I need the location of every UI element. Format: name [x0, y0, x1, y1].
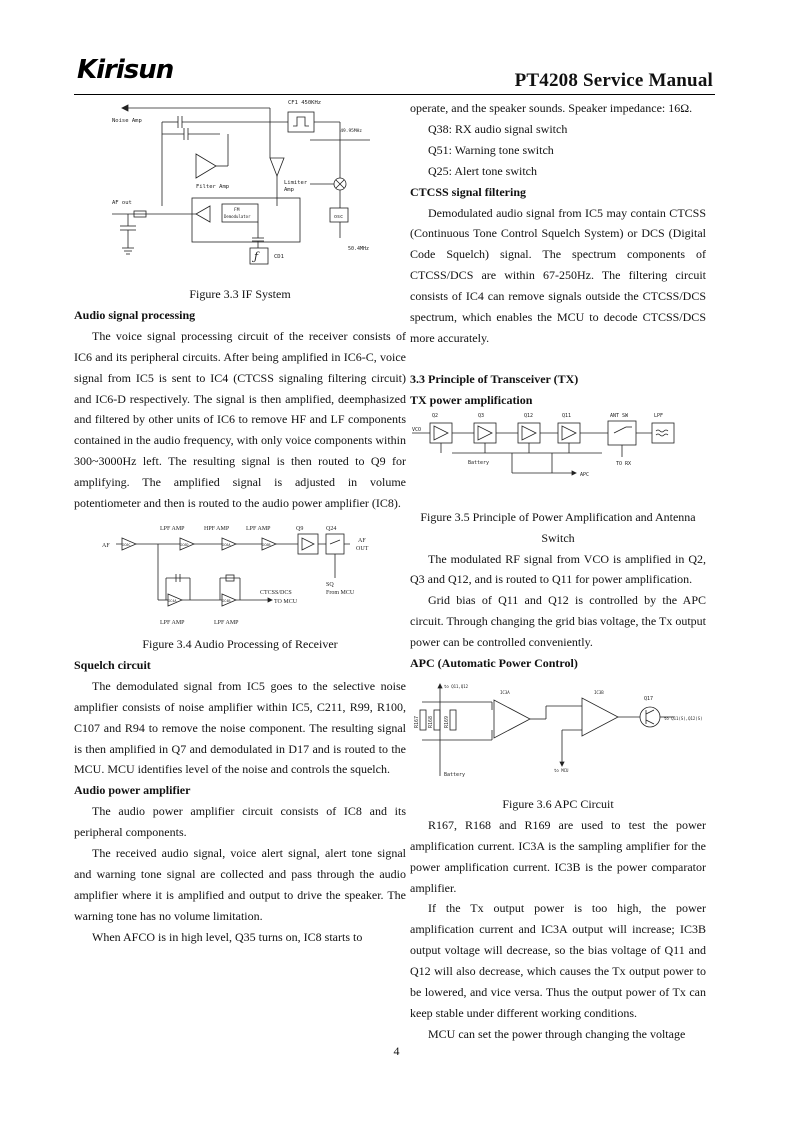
label-ic6d: IC6D [180, 542, 189, 547]
label-battery: Battery [468, 459, 490, 466]
section-3-3-title: 3.3 Principle of Transceiver (TX) [410, 371, 579, 386]
label-ic4b: IC4B [222, 598, 231, 603]
label-q17: Q17 [644, 695, 654, 702]
label-from-mcu: From MCU [326, 589, 355, 596]
label-lpf: LPF [654, 412, 664, 419]
label-q9: Q9 [296, 525, 304, 532]
figure-3-3-caption: Figure 3.3 IF System [189, 287, 291, 301]
page-number: 4 [393, 1044, 400, 1058]
audio-processing-body: The voice signal processing circuit of the receiver consists of IC6 and its peripheral circuits. After being amplified in IC6-C, voice signal from IC5 is sent to IC4 (CTCSS signaling filtering circuit) and IC6-D respectively. The signal is then amplified, deemphasized and filtered by other units of IC6 to remove HF and LF components contained in the audio frequency, with only voice components within 300~3000Hz left. The resulting signal is then routed to Q9 for amplifying. The amplified signal is adjusted in volume potentiometer and then is routed to the audio power amplifier (IC8). [74, 328, 406, 511]
logo-text: Kirisun [77, 55, 174, 85]
label-lpf-amp-4: LPF AMP [214, 619, 239, 626]
figure-3-4-audio-processing-diagram [100, 520, 380, 632]
continued-text: operate, and the speaker sounds. Speaker impedance: 16Ω. [410, 101, 693, 115]
document-title: PT4208 Service Manual [514, 70, 713, 91]
audio-processing-heading: Audio signal processing [74, 307, 196, 322]
label-freq-50: 50.4MHz [348, 246, 370, 252]
label-to-rx: TO RX [616, 460, 632, 467]
left-column [74, 98, 406, 948]
label-to-q11s-q12s: to Q11(S),Q12(S) [664, 715, 703, 721]
audio-power-heading: Audio power amplifier [74, 783, 191, 798]
switch-item-q25: Q25: Alert tone switch [428, 163, 537, 178]
label-af-out: AF out [112, 200, 132, 206]
label-ant-sw: ANT SW [610, 412, 629, 419]
squelch-heading: Squelch circuit [74, 657, 151, 672]
figure-3-4-caption: Figure 3.4 Audio Processing of Receiver [142, 636, 338, 651]
label-af-out-1: AF [358, 537, 366, 544]
label-ic3a: IC3A [500, 689, 510, 695]
right-column [410, 98, 706, 1045]
tx-power-body-2: Grid bias of Q11 and Q12 is controlled by the APC circuit. Through changing the grid bias voltage, the Tx output power can be controlled conveniently. [410, 593, 706, 650]
label-to-mcu-apc: to MCU [554, 767, 569, 773]
label-vco: VCO [412, 426, 422, 433]
label-to-mcu: TO MCU [274, 598, 298, 605]
label-ic6c: IC6C [122, 542, 131, 547]
label-fm: FM [234, 208, 240, 213]
label-noise-amp: Noise Amp [112, 118, 142, 124]
tx-power-body-1: The modulated RF signal from VCO is amplified in Q2, Q3 and Q12, and is routed to Q11 for power amplification. [410, 551, 706, 587]
label-r168: R168 [428, 715, 434, 728]
label-q24: Q24 [326, 525, 337, 532]
ctcss-body: Demodulated audio signal from IC5 may contain CTCSS (Continuous Tone Control Squelch System) or DCS (Digital Code Squelch) signal. The spectrum components of CTCSS/DCS are within 67-250Hz. The filtering circuit consists of IC4 can remove signals outside the CTCSS/DCS spectrum, which enables the MCU to decode CTCSS/DCS more accurately. [410, 205, 706, 345]
label-q12: Q12 [524, 412, 534, 419]
label-lpf-amp-1: LPF AMP [160, 525, 185, 532]
apc-body-1: R167, R168 and R169 are used to test the power amplification current. IC3A is the sampling amplifier for the power amplification current. IC3B is the power comparator amplifier. [410, 817, 706, 895]
label-battery-apc: Battery [444, 771, 466, 778]
label-lpf-amp-2: LPF AMP [246, 525, 271, 532]
label-ic3b: IC3B [594, 689, 604, 695]
label-hpf-amp: HPF AMP [204, 525, 230, 532]
label-ic6b: IC6B [262, 542, 271, 547]
svg-text:ƒ: ƒ [254, 250, 259, 263]
label-af-out-2: OUT [356, 545, 369, 552]
label-ic4a: IC4A [168, 598, 177, 603]
kirisun-logo [75, 52, 175, 86]
apc-body-3: MCU can set the power through changing the voltage [428, 1026, 686, 1041]
audio-power-body-2: The received audio signal, voice alert signal, alert tone signal and warning tone signal are collected and pass through the audio amplifier where it is amplified and output to drive the speaker. The warning tone has no volume limitation. [74, 846, 406, 923]
label-osc: osc [334, 214, 344, 220]
header-rule [74, 94, 715, 95]
label-ctcss-dcs: CTCSS/DCS [260, 589, 292, 596]
label-freq-49: 49.95MHz [340, 129, 362, 134]
label-r169: R169 [444, 715, 450, 728]
label-sq: SQ [326, 581, 334, 588]
figure-3-5-caption-line1: Figure 3.5 Principle of Power Amplification and Antenna [420, 509, 696, 524]
label-q2: Q2 [432, 412, 439, 419]
label-ic6a: IC6A [222, 542, 231, 547]
label-to-q11-q12: to Q11,Q12 [444, 683, 469, 689]
audio-power-body-3: When AFCO is in high level, Q35 turns on, IC8 starts to [92, 929, 363, 944]
switch-item-q51: Q51: Warning tone switch [428, 142, 554, 157]
label-r167: R167 [414, 715, 420, 728]
label-filter-amp: Filter Amp [196, 184, 230, 190]
label-q11: Q11 [562, 412, 572, 419]
label-demodulator: Demodulator [224, 214, 251, 219]
audio-power-body-1: The audio power amplifier circuit consists of IC8 and its peripheral components. [74, 804, 406, 840]
tx-power-heading: TX power amplification [410, 392, 533, 407]
ctcss-heading: CTCSS signal filtering [410, 184, 527, 199]
label-cf1: CF1 450KHz [288, 100, 322, 106]
figure-3-6-caption: Figure 3.6 APC Circuit [502, 796, 614, 811]
apc-body-2: If the Tx output power is too high, the power amplification current and IC3A output will increase; IC3B output voltage will decrease, so the bias voltage of Q11 and Q12 will also decrease, which causes the Tx output power to be lowered, and vice versa. Thus the output power of Tx can keep stable under different working conditions. [410, 901, 706, 1020]
figure-3-5-power-amplification-diagram [412, 411, 704, 489]
label-limiter-amp: Amp [284, 187, 294, 193]
label-q3: Q3 [478, 412, 485, 419]
label-cd1: CD1 [274, 254, 284, 260]
apc-heading: APC (Automatic Power Control) [410, 656, 578, 671]
label-af-in: AF [102, 542, 110, 549]
figure-3-3-if-system-diagram [100, 98, 380, 284]
squelch-body: The demodulated signal from IC5 goes to the selective noise amplifier consists of noise amplifier within IC5, C211, R99, R100, C107 and R94 to remove the noise component. The resulting signal is then amplified in Q7 and demodulated in D17 and is routed to the MCU. MCU identifies level of the noise and controls the squelch. [74, 678, 406, 777]
label-lpf-amp-3: LPF AMP [160, 619, 185, 626]
figure-3-5-caption-line2: Switch [541, 530, 575, 545]
figure-3-6-apc-circuit-diagram [412, 680, 704, 790]
label-apc: APC [580, 471, 590, 478]
switch-item-q38: Q38: RX audio signal switch [428, 121, 568, 136]
label-limiter: Limiter [284, 180, 308, 186]
